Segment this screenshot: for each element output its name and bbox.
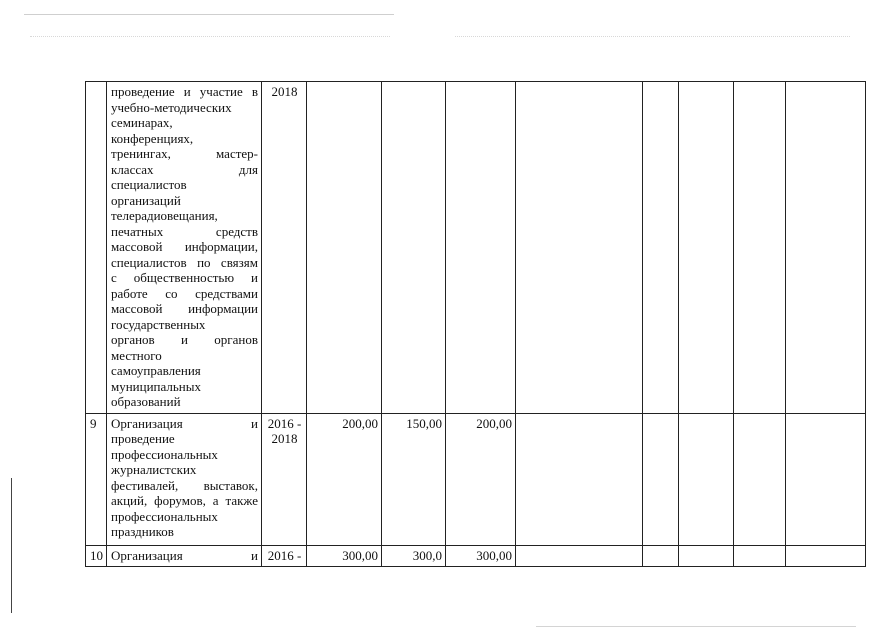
description-line: организаций	[111, 192, 181, 208]
empty-cell	[643, 413, 679, 545]
empty-cell	[679, 545, 734, 567]
description-line: проведение	[111, 431, 175, 446]
empty-cell	[679, 82, 734, 414]
description-line: местного	[111, 347, 162, 363]
description-line: учебно-методических	[111, 99, 232, 115]
description-line: тренингах, мастер-	[111, 146, 258, 161]
empty-cell	[786, 413, 866, 545]
description-line: Организация и	[111, 415, 258, 431]
description-line: массовой информации,	[111, 239, 258, 254]
description-line: профессиональных	[111, 446, 218, 462]
empty-cell	[643, 82, 679, 414]
description-line: органов и органов	[111, 332, 258, 347]
description-line: классах для	[111, 161, 258, 177]
empty-cell	[516, 82, 643, 414]
plan-table	[85, 81, 866, 567]
event-description-cell	[107, 82, 262, 414]
description-line: массовой информации	[111, 301, 258, 316]
amount-cell-1: 300,00	[307, 545, 382, 567]
description-line: муниципальных	[111, 378, 202, 394]
description-line: журналистских	[111, 462, 197, 477]
empty-cell	[734, 82, 786, 414]
description-line: семинарах,	[111, 115, 173, 130]
description-line: акций, форумов, а также	[111, 493, 258, 508]
description-line: специалистов по связям	[111, 254, 258, 270]
table-row	[86, 413, 866, 545]
description-line: фестивалей, выставок,	[111, 477, 258, 493]
period-cell: 2016 - 2018	[262, 413, 307, 545]
scan-artifact-bottom-line	[536, 626, 856, 627]
empty-cell	[516, 545, 643, 567]
amount-cell-1	[307, 82, 382, 414]
scan-artifact-dots	[455, 36, 850, 38]
description-line: образований	[111, 394, 181, 409]
description-line: печатных средств	[111, 223, 258, 239]
empty-cell	[643, 545, 679, 567]
empty-cell	[516, 413, 643, 545]
scan-artifact-dots	[30, 36, 390, 38]
amount-cell-2	[382, 82, 446, 414]
row-number-cell	[86, 82, 107, 414]
table-row	[86, 545, 866, 567]
description-line: Организация и	[111, 547, 258, 563]
row-number-cell: 9	[86, 413, 107, 545]
scan-artifact-line	[24, 14, 394, 15]
description-line: работе со средствами	[111, 285, 258, 301]
event-description-cell	[107, 413, 262, 545]
amount-cell-3	[446, 82, 516, 414]
amount-cell-3: 300,00	[446, 545, 516, 567]
description-line: самоуправления	[111, 363, 201, 378]
description-line: конференциях,	[111, 130, 194, 146]
empty-cell	[734, 413, 786, 545]
empty-cell	[786, 82, 866, 414]
row-number-cell: 10	[86, 545, 107, 567]
empty-cell	[786, 545, 866, 567]
empty-cell	[679, 413, 734, 545]
period-cell: 2018	[262, 82, 307, 414]
amount-cell-2: 300,0	[382, 545, 446, 567]
table-row	[86, 82, 866, 414]
description-line: телерадиовещания,	[111, 208, 218, 223]
event-description-cell	[107, 545, 262, 567]
description-line: государственных	[111, 316, 206, 332]
amount-cell-1: 200,00	[307, 413, 382, 545]
description-line: специалистов	[111, 177, 187, 192]
description-line: проведение и участие в	[111, 84, 258, 99]
period-cell: 2016 -	[262, 545, 307, 567]
description-line: профессиональных	[111, 508, 218, 524]
scan-artifact-margin-line	[11, 478, 12, 613]
empty-cell	[734, 545, 786, 567]
amount-cell-3: 200,00	[446, 413, 516, 545]
description-line: праздников	[111, 524, 174, 539]
amount-cell-2: 150,00	[382, 413, 446, 545]
description-line: с общественностью и	[111, 270, 258, 285]
